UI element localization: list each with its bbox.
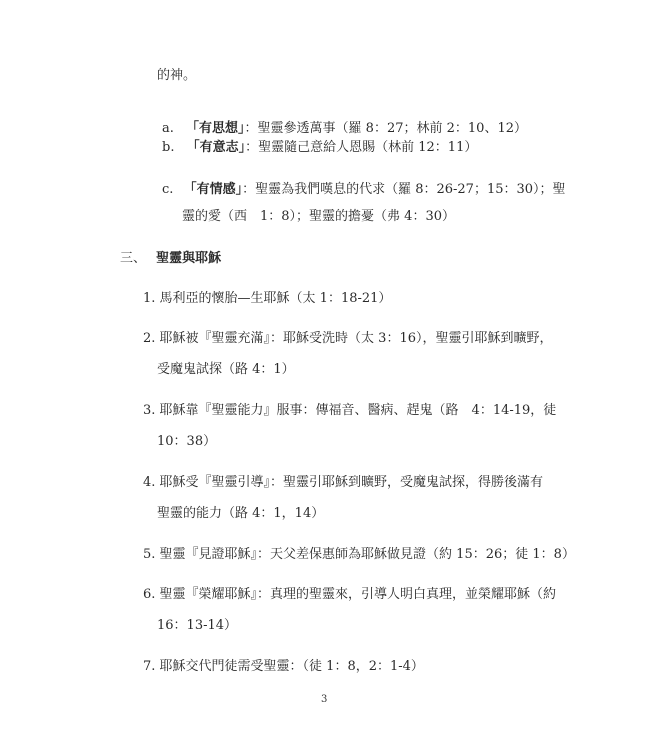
sub-item-title: 「有情感」 xyxy=(183,182,243,197)
item-text: 耶穌被『聖靈充滿』：耶穌受洗時（太 3：16），聖靈引耶穌到曠野， xyxy=(159,331,553,346)
item-number: 2. xyxy=(143,331,156,346)
item-number: 4. xyxy=(143,475,156,490)
list-item-6 xyxy=(143,587,556,603)
item-number: 6. xyxy=(143,587,156,602)
list-item-2 xyxy=(143,331,553,347)
sub-item-marker: b. xyxy=(162,140,175,155)
sub-item-marker: c. xyxy=(162,182,174,197)
list-item-4-continuation: 聖靈的能力（路 4：1，14） xyxy=(157,506,325,521)
sub-item-text: ：聖靈為我們嘆息的代求（羅 8：26-27；15：30）；聖 xyxy=(242,182,566,197)
sub-item-c-continuation: 靈的愛（西 1：8）；聖靈的擔憂（弗 4：30） xyxy=(182,209,455,224)
list-item-4 xyxy=(143,475,543,491)
item-number: 5. xyxy=(143,547,156,562)
item-number: 3. xyxy=(143,403,156,418)
item-text: 耶穌靠『聖靈能力』服事：傳福音、醫病、趕鬼（路 4：14-19，徒 xyxy=(159,403,557,418)
list-item-1 xyxy=(143,291,391,307)
item-text: 耶穌受『聖靈引導』：聖靈引耶穌到曠野，受魔鬼試探，得勝後滿有 xyxy=(159,475,544,490)
item-text: 耶穌交代門徒需受聖靈：（徒 1：8，2：1-4） xyxy=(159,659,424,674)
sub-item-marker: a. xyxy=(162,121,174,136)
list-item-3-continuation: 10：38） xyxy=(157,434,217,449)
sub-item-b xyxy=(162,140,477,156)
section-number: 三、 xyxy=(120,251,147,266)
list-item-7 xyxy=(143,659,424,675)
page-number: 3 xyxy=(321,694,328,705)
sub-item-text: ：聖靈隨己意給人恩賜（林前 12：11） xyxy=(245,140,478,155)
item-number: 1. xyxy=(143,291,156,306)
list-item-2-continuation: 受魔鬼試探（路 4：1） xyxy=(157,362,295,377)
item-text: 聖靈『見證耶穌』：天父差保惠師為耶穌做見證（約 15：26；徒 1：8） xyxy=(159,547,575,562)
list-item-3 xyxy=(143,403,556,419)
section-title: 聖靈與耶穌 xyxy=(156,251,222,266)
sub-item-title: 「有意志」 xyxy=(186,140,246,155)
list-item-5 xyxy=(143,547,575,563)
item-number: 7. xyxy=(143,659,156,674)
intro-line: 的神。 xyxy=(157,68,197,83)
sub-item-title: 「有思想」 xyxy=(186,121,245,136)
sub-item-c xyxy=(162,182,566,198)
item-text: 聖靈『榮耀耶穌』：真理的聖靈來，引導人明白真理，並榮耀耶穌（約 xyxy=(159,587,557,602)
section-heading xyxy=(120,251,221,267)
sub-item-a xyxy=(162,121,527,137)
sub-item-text: ：聖靈參透萬事（羅 8：27；林前 2：10、12） xyxy=(244,121,527,136)
list-item-6-continuation: 16：13-14） xyxy=(157,618,238,633)
item-text: 馬利亞的懷胎—生耶穌（太 1：18-21） xyxy=(159,291,392,306)
